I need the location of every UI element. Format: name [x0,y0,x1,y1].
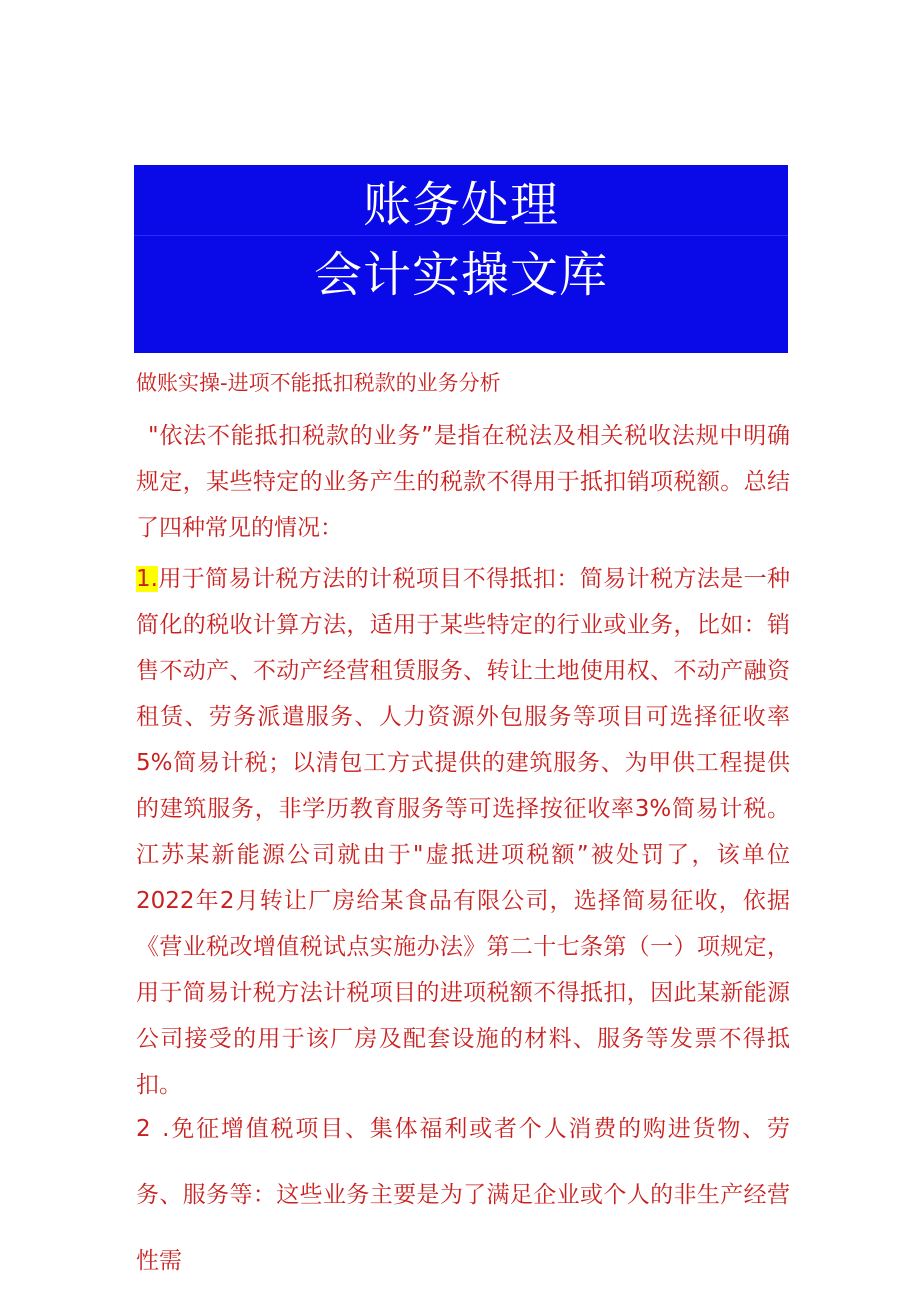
banner-subtitle: 会计实操文库 [313,247,608,303]
intro-paragraph: "依法不能抵扣税款的业务”是指在税法及相关税收法规中明确规定，某些特定的业务产生的税款不得用于抵扣销项税额。总结了四种常见的情况： [136,423,790,541]
item-1-number: 1. [136,566,158,592]
title-banner [134,165,788,353]
list-item-2 [136,1096,790,1294]
item-1-text: 用于简易计税方法的计税项目不得抵扣：简易计税方法是一种简化的税收计算方法，适用于某些特定的行业或业务，比如：销售不动产、不动产经营租赁服务、转让土地使用权、不动产融资租赁、劳务派遣服务、人力资源外包服务等项目可选择征收率5%简易计税；以清包工方式提供的建筑服务、为甲供工程提供的建筑服务，非学历教育服务等可选择按征收率3%简易计税。江苏某新能源公司就由于"虚抵进项税额”被处罚了，该单位2022年2月转让厂房给某食品有限公司，选择简易征收，依据《营业税改增值税试点实施办法》第二十七条第（一）项规定，用于简易计税方法计税项目的进项税额不得抵扣，因此某新能源公司接受的用于该厂房及配套设施的材料、服务等发票不得抵扣。 [136,566,790,1098]
banner-divider [134,235,788,236]
item-2-text: .免征增值税项目、集体福利或者个人消费的购进货物、劳务、服务等：这些业务主要是为了满足企业或个人的非生产经营性需 [136,1116,790,1274]
item-2-number: 2 [136,1116,151,1142]
document-subtitle: 做账实操-进项不能抵扣税款的业务分析 [136,371,501,395]
list-item-1 [136,556,790,1108]
banner-title: 账务处理 [362,177,559,233]
